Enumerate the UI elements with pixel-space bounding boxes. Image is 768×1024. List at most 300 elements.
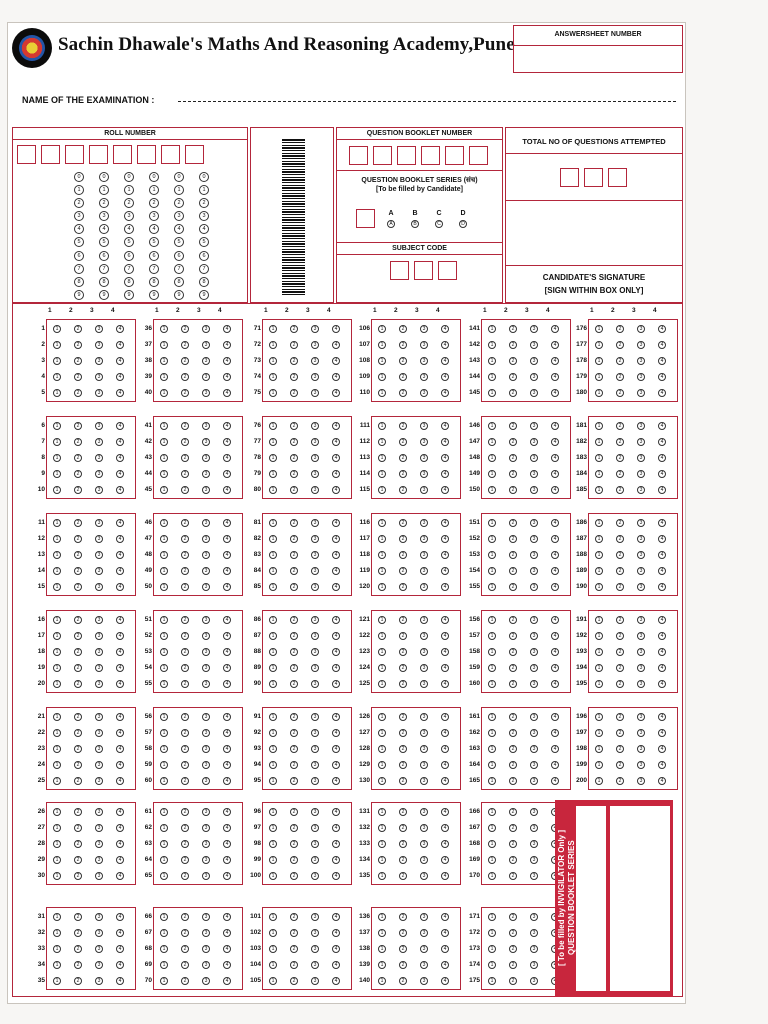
answer-bubble[interactable]: 1 — [160, 535, 168, 543]
answer-bubble[interactable]: 1 — [595, 567, 603, 575]
answer-bubble[interactable]: 3 — [95, 325, 103, 333]
answer-bubble[interactable]: 1 — [595, 761, 603, 769]
answer-bubble[interactable]: 2 — [74, 856, 82, 864]
answer-bubble[interactable]: 3 — [202, 729, 210, 737]
answer-bubble[interactable]: 4 — [223, 856, 231, 864]
answer-bubble[interactable]: 1 — [595, 373, 603, 381]
answer-bubble[interactable]: 2 — [509, 470, 517, 478]
answer-bubble[interactable]: 2 — [509, 357, 517, 365]
answer-bubble[interactable]: 1 — [595, 325, 603, 333]
answer-bubble[interactable]: 3 — [95, 616, 103, 624]
answer-bubble[interactable]: 2 — [181, 929, 189, 937]
answer-bubble[interactable]: 4 — [116, 422, 124, 430]
booklet-digit-box[interactable] — [421, 146, 440, 165]
answer-bubble[interactable]: 4 — [551, 551, 559, 559]
roll-bubble[interactable]: 1 — [199, 185, 209, 195]
answer-bubble[interactable]: 3 — [311, 616, 319, 624]
answer-bubble[interactable]: 1 — [378, 913, 386, 921]
answer-bubble[interactable]: 3 — [202, 977, 210, 985]
answer-bubble[interactable]: 2 — [399, 341, 407, 349]
answer-bubble[interactable]: 4 — [332, 713, 340, 721]
answer-bubble[interactable]: 4 — [551, 535, 559, 543]
answer-bubble[interactable]: 3 — [95, 913, 103, 921]
answer-bubble[interactable]: 3 — [202, 454, 210, 462]
answer-bubble[interactable]: 2 — [616, 373, 624, 381]
answer-bubble[interactable]: 4 — [441, 777, 449, 785]
answer-bubble[interactable]: 4 — [658, 454, 666, 462]
answer-bubble[interactable]: 4 — [658, 373, 666, 381]
answer-bubble[interactable]: 4 — [223, 680, 231, 688]
answer-bubble[interactable]: 2 — [509, 824, 517, 832]
answer-bubble[interactable]: 4 — [551, 616, 559, 624]
answer-bubble[interactable]: 2 — [74, 535, 82, 543]
answer-bubble[interactable]: 3 — [95, 872, 103, 880]
answer-bubble[interactable]: 1 — [378, 745, 386, 753]
answer-bubble[interactable]: 4 — [116, 551, 124, 559]
answer-bubble[interactable]: 3 — [637, 616, 645, 624]
answer-bubble[interactable]: 2 — [616, 551, 624, 559]
inv-series-bubble[interactable]: C — [595, 910, 603, 918]
answer-bubble[interactable]: 2 — [290, 808, 298, 816]
roll-bubble[interactable]: 3 — [174, 211, 184, 221]
answer-bubble[interactable]: 3 — [311, 713, 319, 721]
answer-bubble[interactable]: 3 — [637, 373, 645, 381]
answer-bubble[interactable]: 3 — [420, 486, 428, 494]
roll-bubble[interactable]: 2 — [149, 198, 159, 208]
answer-bubble[interactable]: 3 — [202, 325, 210, 333]
answer-bubble[interactable]: 4 — [658, 680, 666, 688]
answer-bubble[interactable]: 2 — [509, 616, 517, 624]
answer-bubble[interactable]: 1 — [488, 977, 496, 985]
answer-bubble[interactable]: 4 — [116, 824, 124, 832]
answer-bubble[interactable]: 1 — [269, 519, 277, 527]
answer-bubble[interactable]: 1 — [53, 535, 61, 543]
answer-bubble[interactable]: 1 — [595, 583, 603, 591]
answer-bubble[interactable]: 4 — [332, 632, 340, 640]
exam-name-field[interactable] — [178, 101, 676, 102]
answer-bubble[interactable]: 4 — [332, 551, 340, 559]
answer-bubble[interactable]: 2 — [74, 961, 82, 969]
answer-bubble[interactable]: 4 — [441, 325, 449, 333]
answer-bubble[interactable]: 2 — [290, 745, 298, 753]
answer-bubble[interactable]: 3 — [95, 713, 103, 721]
answer-bubble[interactable]: 4 — [332, 583, 340, 591]
answer-bubble[interactable]: 3 — [420, 777, 428, 785]
answer-bubble[interactable]: 2 — [181, 648, 189, 656]
answer-bubble[interactable]: 2 — [616, 357, 624, 365]
answer-bubble[interactable]: 2 — [616, 680, 624, 688]
answer-bubble[interactable]: 4 — [332, 616, 340, 624]
answer-bubble[interactable]: 3 — [202, 929, 210, 937]
answer-bubble[interactable]: 2 — [509, 977, 517, 985]
answer-bubble[interactable]: 1 — [53, 583, 61, 591]
roll-bubble[interactable]: 8 — [99, 277, 109, 287]
answer-bubble[interactable]: 1 — [269, 945, 277, 953]
answer-bubble[interactable]: 4 — [223, 357, 231, 365]
answer-bubble[interactable]: 3 — [637, 454, 645, 462]
answer-bubble[interactable]: 2 — [509, 913, 517, 921]
answer-bubble[interactable]: 1 — [378, 567, 386, 575]
answer-bubble[interactable]: 1 — [160, 551, 168, 559]
answer-bubble[interactable]: 3 — [637, 438, 645, 446]
answer-bubble[interactable]: 1 — [378, 824, 386, 832]
answer-bubble[interactable]: 2 — [509, 729, 517, 737]
answer-bubble[interactable]: 2 — [74, 341, 82, 349]
answer-bubble[interactable]: 4 — [116, 745, 124, 753]
answer-bubble[interactable]: 1 — [53, 373, 61, 381]
answer-bubble[interactable]: 2 — [290, 583, 298, 591]
answer-bubble[interactable]: 3 — [637, 535, 645, 543]
answer-bubble[interactable]: 4 — [332, 535, 340, 543]
answer-bubble[interactable]: 4 — [223, 961, 231, 969]
answer-bubble[interactable]: 2 — [509, 777, 517, 785]
answer-bubble[interactable]: 4 — [223, 648, 231, 656]
answer-bubble[interactable]: 1 — [53, 713, 61, 721]
answer-bubble[interactable]: 1 — [595, 648, 603, 656]
answer-bubble[interactable]: 1 — [378, 470, 386, 478]
answer-bubble[interactable]: 3 — [420, 341, 428, 349]
answer-bubble[interactable]: 1 — [595, 535, 603, 543]
answer-bubble[interactable]: 2 — [290, 373, 298, 381]
answer-bubble[interactable]: 3 — [311, 535, 319, 543]
answer-bubble[interactable]: 3 — [637, 325, 645, 333]
answer-bubble[interactable]: 4 — [116, 567, 124, 575]
answer-bubble[interactable]: 3 — [202, 961, 210, 969]
answer-bubble[interactable]: 4 — [658, 357, 666, 365]
answer-bubble[interactable]: 3 — [311, 777, 319, 785]
answer-bubble[interactable]: 4 — [658, 761, 666, 769]
answer-bubble[interactable]: 1 — [53, 357, 61, 365]
roll-bubble[interactable]: 1 — [124, 185, 134, 195]
answer-bubble[interactable]: 2 — [509, 389, 517, 397]
answer-bubble[interactable]: 3 — [637, 777, 645, 785]
answer-bubble[interactable]: 2 — [616, 470, 624, 478]
answer-bubble[interactable]: 4 — [332, 664, 340, 672]
answer-bubble[interactable]: 4 — [223, 729, 231, 737]
answer-bubble[interactable]: 3 — [530, 745, 538, 753]
answer-bubble[interactable]: 4 — [551, 713, 559, 721]
roll-bubble[interactable]: 4 — [74, 224, 84, 234]
roll-bubble[interactable]: 9 — [174, 290, 184, 300]
roll-digit-box[interactable] — [137, 145, 156, 164]
answer-bubble[interactable]: 1 — [378, 486, 386, 494]
answer-bubble[interactable]: 3 — [530, 632, 538, 640]
answer-bubble[interactable]: 4 — [223, 373, 231, 381]
answer-bubble[interactable]: 2 — [181, 551, 189, 559]
answer-bubble[interactable]: 3 — [95, 373, 103, 381]
answer-bubble[interactable]: 2 — [399, 913, 407, 921]
answer-bubble[interactable]: 4 — [116, 945, 124, 953]
answer-bubble[interactable]: 1 — [595, 713, 603, 721]
answer-bubble[interactable]: 4 — [332, 777, 340, 785]
answer-bubble[interactable]: 1 — [595, 470, 603, 478]
answer-bubble[interactable]: 2 — [509, 680, 517, 688]
answer-bubble[interactable]: 3 — [530, 389, 538, 397]
answer-bubble[interactable]: 1 — [269, 664, 277, 672]
answer-bubble[interactable]: 1 — [160, 567, 168, 575]
answer-bubble[interactable]: 3 — [202, 551, 210, 559]
roll-bubble[interactable]: 6 — [99, 251, 109, 261]
answer-bubble[interactable]: 4 — [441, 664, 449, 672]
answer-bubble[interactable]: 4 — [658, 341, 666, 349]
answer-bubble[interactable]: 2 — [290, 777, 298, 785]
answer-bubble[interactable]: 3 — [637, 729, 645, 737]
answer-bubble[interactable]: 2 — [399, 519, 407, 527]
answer-bubble[interactable]: 4 — [332, 470, 340, 478]
answer-bubble[interactable]: 4 — [116, 389, 124, 397]
answer-bubble[interactable]: 4 — [332, 729, 340, 737]
answer-bubble[interactable]: 3 — [95, 840, 103, 848]
answer-bubble[interactable]: 1 — [160, 616, 168, 624]
answer-bubble[interactable]: 3 — [530, 454, 538, 462]
answer-bubble[interactable]: 4 — [332, 840, 340, 848]
answer-bubble[interactable]: 4 — [332, 648, 340, 656]
answer-bubble[interactable]: 4 — [551, 664, 559, 672]
answer-bubble[interactable]: 2 — [399, 616, 407, 624]
answer-bubble[interactable]: 4 — [441, 373, 449, 381]
answer-bubble[interactable]: 3 — [311, 357, 319, 365]
answer-bubble[interactable]: 4 — [223, 840, 231, 848]
answer-bubble[interactable]: 1 — [595, 341, 603, 349]
answer-bubble[interactable]: 3 — [311, 583, 319, 591]
answer-bubble[interactable]: 1 — [53, 856, 61, 864]
answer-bubble[interactable]: 4 — [332, 977, 340, 985]
roll-bubble[interactable]: 7 — [74, 264, 84, 274]
answer-bubble[interactable]: 1 — [595, 454, 603, 462]
answer-bubble[interactable]: 3 — [637, 486, 645, 494]
answer-bubble[interactable]: 2 — [181, 470, 189, 478]
roll-bubble[interactable]: 1 — [149, 185, 159, 195]
answer-bubble[interactable]: 4 — [441, 422, 449, 430]
answer-bubble[interactable]: 2 — [616, 567, 624, 575]
roll-bubble[interactable]: 9 — [124, 290, 134, 300]
answer-bubble[interactable]: 1 — [488, 373, 496, 381]
roll-bubble[interactable]: 3 — [199, 211, 209, 221]
answer-bubble[interactable]: 2 — [509, 632, 517, 640]
answer-bubble[interactable]: 1 — [160, 977, 168, 985]
roll-bubble[interactable]: 9 — [99, 290, 109, 300]
answer-bubble[interactable]: 2 — [181, 872, 189, 880]
answer-bubble[interactable]: 1 — [269, 535, 277, 543]
answer-bubble[interactable]: 2 — [509, 438, 517, 446]
answer-bubble[interactable]: 1 — [269, 616, 277, 624]
answer-bubble[interactable]: 2 — [290, 470, 298, 478]
answer-bubble[interactable]: 3 — [530, 486, 538, 494]
answer-bubble[interactable]: 2 — [181, 341, 189, 349]
answer-bubble[interactable]: 3 — [95, 808, 103, 816]
answer-bubble[interactable]: 1 — [488, 808, 496, 816]
answer-bubble[interactable]: 2 — [290, 438, 298, 446]
answer-bubble[interactable]: 1 — [160, 486, 168, 494]
answer-bubble[interactable]: 1 — [53, 824, 61, 832]
series-bubble[interactable]: B — [411, 220, 419, 228]
answer-bubble[interactable]: 1 — [378, 872, 386, 880]
answer-bubble[interactable]: 1 — [378, 856, 386, 864]
answer-bubble[interactable]: 4 — [116, 680, 124, 688]
answer-bubble[interactable]: 3 — [420, 745, 428, 753]
roll-bubble[interactable]: 7 — [199, 264, 209, 274]
answer-bubble[interactable]: 2 — [181, 583, 189, 591]
answer-bubble[interactable]: 1 — [378, 583, 386, 591]
roll-bubble[interactable]: 7 — [149, 264, 159, 274]
answer-bubble[interactable]: 1 — [53, 977, 61, 985]
answer-bubble[interactable]: 4 — [116, 616, 124, 624]
answer-bubble[interactable]: 1 — [595, 632, 603, 640]
answer-bubble[interactable]: 1 — [378, 341, 386, 349]
answer-bubble[interactable]: 2 — [74, 648, 82, 656]
answer-bubble[interactable]: 3 — [311, 824, 319, 832]
answer-bubble[interactable]: 3 — [420, 872, 428, 880]
answer-bubble[interactable]: 3 — [637, 761, 645, 769]
answer-bubble[interactable]: 3 — [420, 389, 428, 397]
answer-bubble[interactable]: 2 — [616, 761, 624, 769]
answer-bubble[interactable]: 3 — [311, 961, 319, 969]
answer-bubble[interactable]: 3 — [420, 325, 428, 333]
answer-bubble[interactable]: 3 — [95, 961, 103, 969]
answer-bubble[interactable]: 3 — [420, 961, 428, 969]
roll-bubble[interactable]: 2 — [99, 198, 109, 208]
answer-bubble[interactable]: 2 — [290, 680, 298, 688]
answer-bubble[interactable]: 2 — [399, 824, 407, 832]
answer-bubble[interactable]: 3 — [311, 470, 319, 478]
answer-bubble[interactable]: 1 — [488, 632, 496, 640]
answer-bubble[interactable]: 3 — [95, 341, 103, 349]
answer-bubble[interactable]: 2 — [509, 761, 517, 769]
answer-bubble[interactable]: 3 — [95, 680, 103, 688]
answer-bubble[interactable]: 1 — [378, 945, 386, 953]
answer-bubble[interactable]: 2 — [399, 729, 407, 737]
answer-bubble[interactable]: 3 — [420, 913, 428, 921]
answer-bubble[interactable]: 3 — [202, 777, 210, 785]
answer-bubble[interactable]: 1 — [378, 840, 386, 848]
answer-bubble[interactable]: 1 — [378, 422, 386, 430]
answer-bubble[interactable]: 4 — [551, 648, 559, 656]
answer-bubble[interactable]: 3 — [95, 389, 103, 397]
roll-bubble[interactable]: 6 — [74, 251, 84, 261]
roll-bubble[interactable]: 5 — [74, 237, 84, 247]
answer-bubble[interactable]: 3 — [95, 567, 103, 575]
answer-bubble[interactable]: 2 — [399, 325, 407, 333]
answer-bubble[interactable]: 1 — [160, 808, 168, 816]
answer-bubble[interactable]: 1 — [160, 824, 168, 832]
answer-bubble[interactable]: 4 — [116, 929, 124, 937]
answer-bubble[interactable]: 4 — [551, 438, 559, 446]
answer-bubble[interactable]: 1 — [378, 454, 386, 462]
answer-bubble[interactable]: 1 — [488, 729, 496, 737]
answer-bubble[interactable]: 2 — [74, 824, 82, 832]
answer-bubble[interactable]: 2 — [616, 438, 624, 446]
answer-bubble[interactable]: 3 — [420, 454, 428, 462]
booklet-digit-box[interactable] — [469, 146, 488, 165]
answer-bubble[interactable]: 1 — [595, 389, 603, 397]
answer-bubble[interactable]: 3 — [202, 945, 210, 953]
answer-bubble[interactable]: 1 — [160, 470, 168, 478]
answer-bubble[interactable]: 4 — [441, 632, 449, 640]
answer-bubble[interactable]: 4 — [441, 648, 449, 656]
answer-bubble[interactable]: 3 — [530, 856, 538, 864]
roll-bubble[interactable]: 1 — [99, 185, 109, 195]
answer-bubble[interactable]: 3 — [202, 745, 210, 753]
answer-bubble[interactable]: 4 — [116, 438, 124, 446]
answer-bubble[interactable]: 1 — [595, 745, 603, 753]
answer-bubble[interactable]: 1 — [160, 929, 168, 937]
answer-bubble[interactable]: 1 — [269, 856, 277, 864]
answer-bubble[interactable]: 1 — [160, 664, 168, 672]
answer-bubble[interactable]: 2 — [509, 567, 517, 575]
answer-bubble[interactable]: 4 — [116, 535, 124, 543]
answer-bubble[interactable]: 1 — [269, 680, 277, 688]
answer-bubble[interactable]: 3 — [202, 438, 210, 446]
answer-bubble[interactable]: 2 — [509, 551, 517, 559]
answer-bubble[interactable]: 1 — [378, 535, 386, 543]
answer-bubble[interactable]: 4 — [658, 729, 666, 737]
roll-bubble[interactable]: 3 — [74, 211, 84, 221]
answer-bubble[interactable]: 3 — [202, 389, 210, 397]
answer-bubble[interactable]: 3 — [95, 929, 103, 937]
answer-bubble[interactable]: 4 — [116, 872, 124, 880]
answer-bubble[interactable]: 4 — [223, 583, 231, 591]
answer-bubble[interactable]: 2 — [290, 872, 298, 880]
answer-bubble[interactable]: 2 — [181, 761, 189, 769]
answer-bubble[interactable]: 1 — [595, 486, 603, 494]
answer-bubble[interactable]: 3 — [637, 745, 645, 753]
answer-bubble[interactable]: 3 — [202, 840, 210, 848]
answer-bubble[interactable]: 2 — [616, 745, 624, 753]
answer-bubble[interactable]: 3 — [420, 373, 428, 381]
answer-bubble[interactable]: 2 — [509, 648, 517, 656]
answer-bubble[interactable]: 3 — [637, 648, 645, 656]
answer-bubble[interactable]: 1 — [53, 389, 61, 397]
answer-bubble[interactable]: 3 — [530, 729, 538, 737]
answer-bubble[interactable]: 2 — [399, 422, 407, 430]
booklet-digit-box[interactable] — [373, 146, 392, 165]
roll-digit-box[interactable] — [161, 145, 180, 164]
answer-bubble[interactable]: 3 — [311, 745, 319, 753]
answer-bubble[interactable]: 1 — [488, 840, 496, 848]
answer-bubble[interactable]: 1 — [269, 373, 277, 381]
answer-bubble[interactable]: 2 — [290, 325, 298, 333]
answer-bubble[interactable]: 2 — [181, 745, 189, 753]
answer-bubble[interactable]: 4 — [441, 616, 449, 624]
answer-bubble[interactable]: 2 — [399, 389, 407, 397]
answer-bubble[interactable]: 2 — [509, 840, 517, 848]
answer-bubble[interactable]: 4 — [116, 519, 124, 527]
answer-bubble[interactable]: 3 — [311, 373, 319, 381]
answer-bubble[interactable]: 4 — [551, 373, 559, 381]
answer-bubble[interactable]: 2 — [399, 808, 407, 816]
answer-bubble[interactable]: 1 — [378, 632, 386, 640]
answer-bubble[interactable]: 3 — [420, 519, 428, 527]
answer-bubble[interactable]: 3 — [311, 325, 319, 333]
answer-bubble[interactable]: 2 — [616, 777, 624, 785]
answer-bubble[interactable]: 3 — [202, 664, 210, 672]
answer-bubble[interactable]: 2 — [290, 486, 298, 494]
answer-bubble[interactable]: 2 — [399, 664, 407, 672]
answer-bubble[interactable]: 3 — [637, 632, 645, 640]
answer-bubble[interactable]: 1 — [595, 357, 603, 365]
answer-bubble[interactable]: 2 — [290, 840, 298, 848]
answer-bubble[interactable]: 2 — [399, 567, 407, 575]
answer-bubble[interactable]: 3 — [420, 840, 428, 848]
answer-bubble[interactable]: 1 — [488, 341, 496, 349]
roll-bubble[interactable]: 5 — [99, 237, 109, 247]
answer-bubble[interactable]: 2 — [74, 729, 82, 737]
answer-bubble[interactable]: 4 — [223, 632, 231, 640]
answer-bubble[interactable]: 3 — [95, 729, 103, 737]
answer-bubble[interactable]: 4 — [551, 632, 559, 640]
answer-bubble[interactable]: 2 — [399, 872, 407, 880]
answer-bubble[interactable]: 3 — [530, 961, 538, 969]
